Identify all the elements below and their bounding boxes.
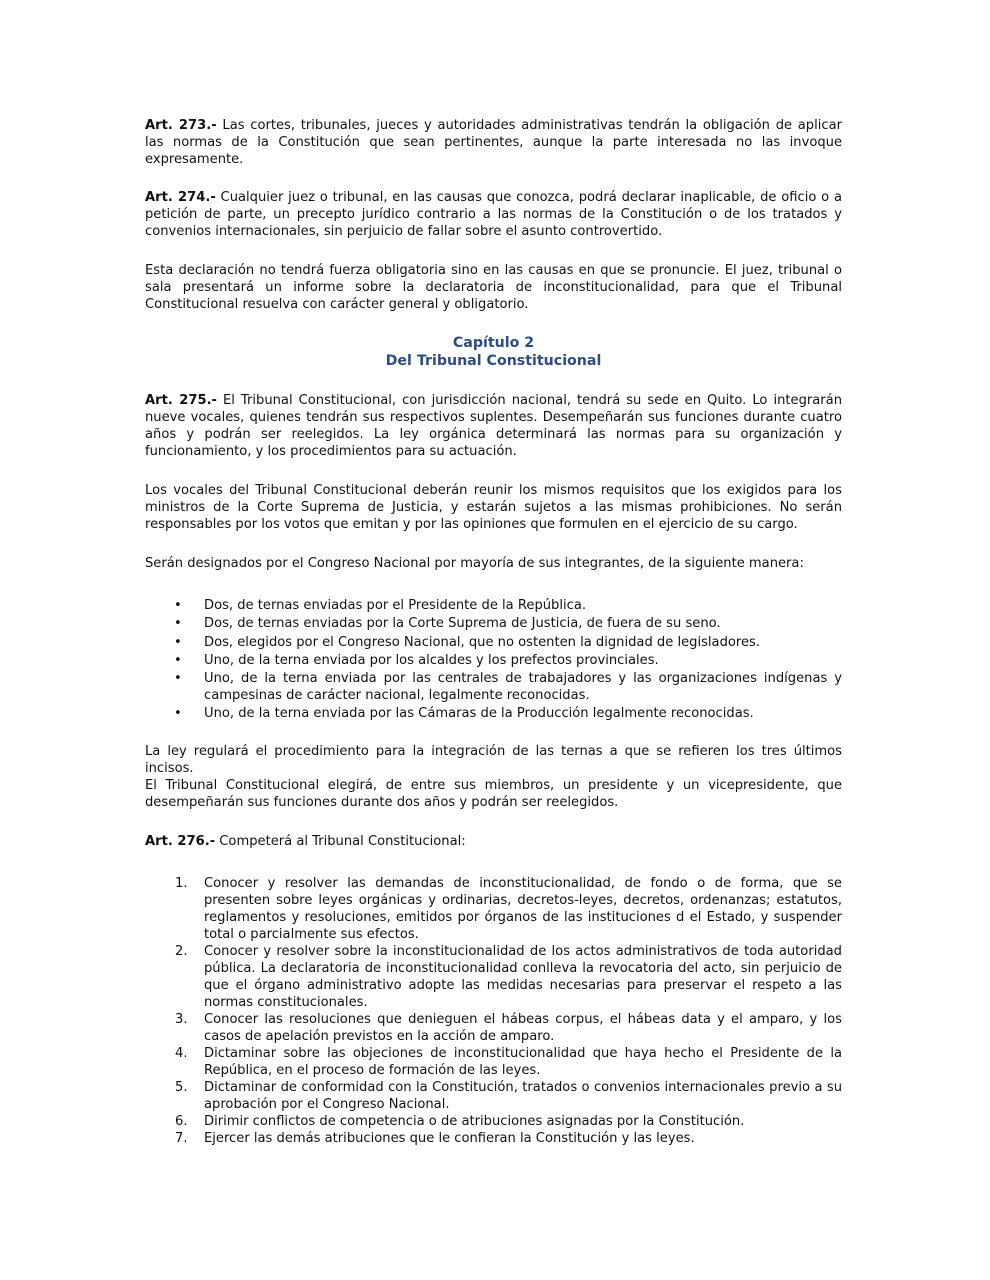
chapter-title: Del Tribunal Constitucional xyxy=(385,353,602,369)
list-number: 5. xyxy=(175,1080,188,1096)
paragraph: Esta declaración no tendrá fuerza obligatoria sino en las causas en que se pronuncie. El juez, tribunal o sala presentará un informe sobre la declaratoria de inconstitucionalidad, para que el Tribunal Constitucional resuelva con carácter general y obligatorio. xyxy=(145,263,842,312)
chapter-number: Capítulo 2 xyxy=(452,335,535,351)
list-item-text: Conocer las resoluciones que denieguen el hábeas corpus, el hábeas data y el amparo, y los casos de apelación previstos en la acción de amparo. xyxy=(204,1012,842,1045)
bullet-icon: • xyxy=(174,634,182,650)
list-item-text: Conocer y resolver sobre la inconstitucionalidad de los actos administrativos de toda autoridad pública. La declaratoria de inconstitucionalidad conlleva la revocatoria del acto, sin perjuicio de que el órgano administrativo adopte las medidas necesarias para preservar el respeto a las normas constitucionales. xyxy=(204,944,842,1011)
article-text: Competerá al Tribunal Constitucional: xyxy=(215,834,466,850)
bullet-icon: • xyxy=(174,598,182,613)
list-item xyxy=(145,1011,842,1045)
list-item-text: Dirimir conflictos de competencia o de atribuciones asignadas por la Constitución. xyxy=(204,1114,745,1130)
list-item xyxy=(145,705,842,722)
numbered-list xyxy=(145,875,842,1147)
list-number: 2. xyxy=(175,944,188,960)
article-274 xyxy=(145,189,842,240)
article-label: Art. 276.- xyxy=(145,834,216,850)
list-item-text: Dos, elegidos por el Congreso Nacional, que no ostenten la dignidad de legisladores. xyxy=(204,634,761,650)
list-item xyxy=(145,652,842,669)
bullet-icon: • xyxy=(174,616,182,632)
paragraph: Serán designados por el Congreso Nacional por mayoría de sus integrantes, de la siguiente manera: xyxy=(145,556,804,571)
list-item-text: Dos, de ternas enviadas por el Presidente de la República. xyxy=(204,598,587,613)
paragraph: La ley regulará el procedimiento para la integración de las ternas a que se refieren los tres últimos incisos. xyxy=(145,744,842,777)
paragraph: El Tribunal Constitucional elegirá, de entre sus miembros, un presidente y un vicepresidente, que desempeñarán sus funciones durante dos años y podrán ser reelegidos. xyxy=(145,778,842,811)
list-item xyxy=(145,1079,842,1113)
list-item-text: Conocer y resolver las demandas de inconstitucionalidad, de fondo o de forma, que se presenten sobre leyes orgánicas y ordinarias, decretos-leyes, decretos, ordenanzas; estatutos, reglamentos y resoluciones, emitidos por órganos de las instituciones d el Estado, y suspender total o parcialmente sus efectos. xyxy=(204,876,842,943)
article-text: Las cortes, tribunales, jueces y autoridades administrativas tendrán la obligación de aplicar las normas de la Constitución que sean pertinentes, aunque la parte interesada no las invoque expresamente. xyxy=(145,118,842,167)
list-item-text: Uno, de la terna enviada por las centrales de trabajadores y las organizaciones indígenas y campesinas de carácter nacional, legalmente reconocidas. xyxy=(204,671,842,704)
article-text: El Tribunal Constitucional, con jurisdicción nacional, tendrá su sede en Quito. Lo integrarán nueve vocales, quienes tendrán sus respectivos suplentes. Desempeñarán sus funciones durante cuatro años y podrán ser reelegidos. La ley orgánica determinará las normas para su organización y funcionamiento, y los procedimientos para su actuación. xyxy=(145,393,842,459)
list-item xyxy=(145,875,842,943)
list-item-text: Ejercer las demás atribuciones que le confieran la Constitución y las leyes. xyxy=(204,1131,695,1147)
list-item-text: Dictaminar de conformidad con la Constitución, tratados o convenios internacionales previo a su aprobación por el Congreso Nacional. xyxy=(204,1080,842,1113)
list-number: 6. xyxy=(175,1114,188,1130)
list-item-text: Dictaminar sobre las objeciones de inconstitucionalidad que haya hecho el Presidente de la República, en el proceso de formación de las leyes. xyxy=(204,1046,842,1079)
list-item xyxy=(145,597,842,614)
list-item xyxy=(145,670,842,704)
list-item xyxy=(145,1045,842,1079)
chapter-heading xyxy=(145,334,842,370)
bullet-list xyxy=(145,597,842,722)
bullet-icon: • xyxy=(174,652,182,668)
article-label: Art. 273.- xyxy=(145,118,217,133)
list-item xyxy=(145,615,842,632)
list-number: 3. xyxy=(175,1012,188,1028)
article-label: Art. 275.- xyxy=(145,393,217,408)
list-item xyxy=(145,1113,842,1130)
article-273 xyxy=(145,117,842,168)
bullet-icon: • xyxy=(174,671,182,687)
paragraph: Los vocales del Tribunal Constitucional deberán reunir los mismos requisitos que los exigidos para los ministros de la Corte Suprema de Justicia, y estarán sujetos a las mismas prohibiciones. No serán responsables por los votos que emitan y por las opiniones que formulen en el ejercicio de su cargo. xyxy=(145,483,842,532)
article-276 xyxy=(145,833,842,850)
list-item xyxy=(145,1130,842,1147)
bullet-icon: • xyxy=(174,706,182,722)
list-item-text: Uno, de la terna enviada por los alcaldes y los prefectos provinciales. xyxy=(204,652,659,668)
list-item-text: Uno, de la terna enviada por las Cámaras de la Producción legalmente reconocidas. xyxy=(204,706,754,722)
list-item-text: Dos, de ternas enviadas por la Corte Suprema de Justicia, de fuera de su seno. xyxy=(204,616,721,632)
list-number: 7. xyxy=(175,1131,188,1147)
article-text: Cualquier juez o tribunal, en las causas que conozca, podrá declarar inaplicable, de oficio o a petición de parte, un precepto jurídico contrario a las normas de la Constitución o de los tratados y convenios internacionales, sin perjuicio de fallar sobre el asunto controvertido. xyxy=(145,190,843,239)
article-275 xyxy=(145,392,842,460)
list-number: 4. xyxy=(175,1046,188,1062)
list-item xyxy=(145,634,842,651)
list-number: 1. xyxy=(175,876,188,892)
document-page xyxy=(145,117,842,1147)
list-item xyxy=(145,943,842,1011)
article-label: Art. 274.- xyxy=(145,190,216,205)
